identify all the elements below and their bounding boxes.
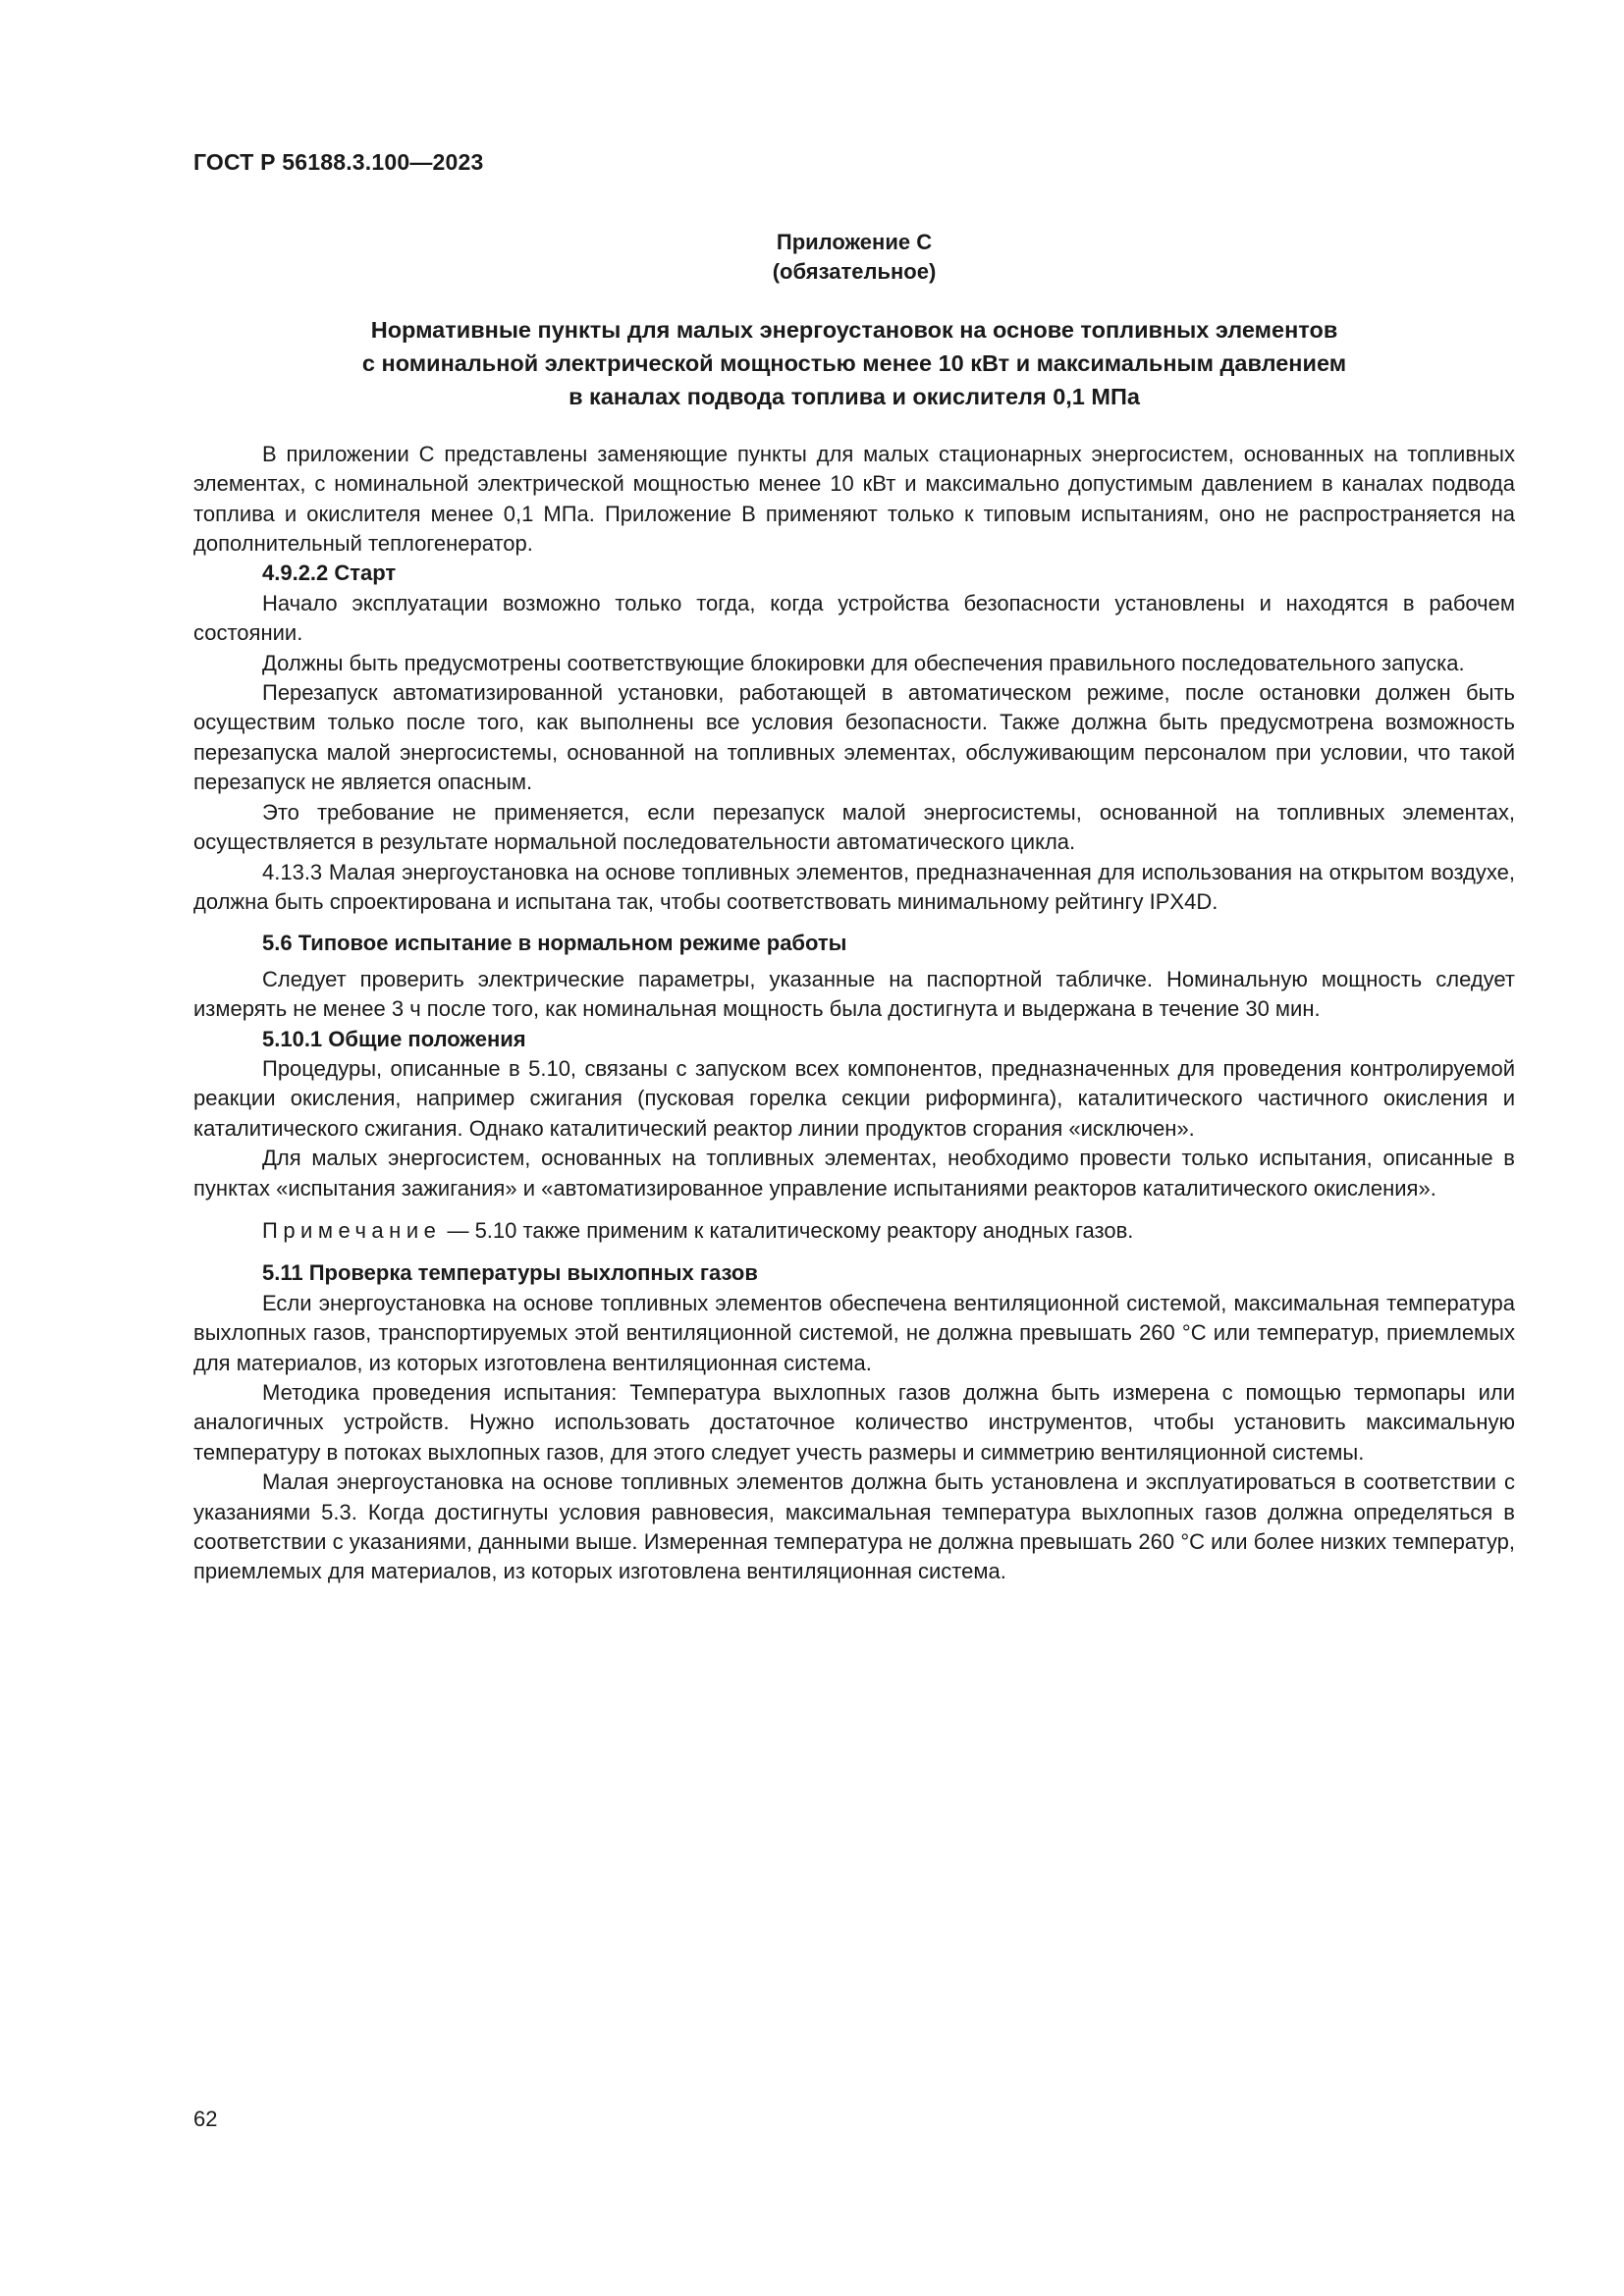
section-heading-4-9-2-2: 4.9.2.2 Старт: [262, 561, 397, 586]
paragraph: Перезапуск автоматизированной установки, работающей в автоматическом режиме, после остановки должен быть осуществим только после того, как выполнены все условия безопасности. Также должна быть предусмотрена возможность перезапуска малой энергосистемы, основанной на топливных элементах, обслуживающим персоналом при условии, что такой перезапуск не является опасным.: [193, 680, 1515, 795]
paragraph: Начало эксплуатации возможно только тогда, когда устройства безопасности установлены и находятся в рабочем состоянии.: [193, 590, 1515, 646]
paragraph: Следует проверить электрические параметры, указанные на паспортной табличке. Номинальную мощность следует измерять не менее 3 ч после того, как номинальная мощность была достигнута и выдержана в течение 30 мин.: [193, 966, 1515, 1022]
appendix-status: (обязательное): [772, 259, 937, 285]
paragraph: Должны быть предусмотрены соответствующие блокировки для обеспечения правильного последовательного запуска.: [262, 650, 1465, 675]
note-text: — 5.10 также применим к каталитическому реактору анодных газов.: [441, 1217, 1134, 1243]
note-label: Примечание: [262, 1217, 442, 1243]
note: [193, 1216, 1515, 1246]
paragraph: Процедуры, описанные в 5.10, связаны с запуском всех компонентов, предназначенных для проведения контролируемой реакции окисления, например сжигания (пусковая горелка секции риформинга), каталитического частичного окисления и каталитического сжигания. Однако каталитический реактор линии продуктов сгорания «исключен».: [193, 1055, 1515, 1141]
section-heading-5-11: 5.11 Проверка температуры выхлопных газов: [262, 1260, 758, 1286]
appendix-title-line: Нормативные пункты для малых энергоустановок на основе топливных элементов: [370, 316, 1338, 343]
clause-4-13-3: 4.13.3 Малая энергоустановка на основе топливных элементов, предназначенная для использования на открытом воздухе, должна быть спроектирована и испытана так, чтобы соответствовать минимальному рейтингу IPX4D.: [193, 859, 1515, 914]
appendix-label: Приложение C: [776, 230, 933, 254]
paragraph: Методика проведения испытания: Температура выхлопных газов должна быть измерена с помощью термопары или аналогичных устройств. Нужно использовать достаточное количество инструментов, чтобы установить максимальную температуру в потоках выхлопных газов, для этого следует учесть размеры и симметрию вентиляционной системы.: [193, 1380, 1515, 1465]
appendix-title-line: с номинальной электрической мощностью менее 10 кВт и максимальным давлением: [361, 349, 1347, 376]
document-content: [193, 228, 1515, 1587]
appendix-title-line: в каналах подвода топлива и окислителя 0,1 МПа: [568, 383, 1140, 409]
page-number: 62: [193, 2107, 218, 2131]
section-heading-5-10-1: 5.10.1 Общие положения: [262, 1026, 526, 1051]
paragraph: Для малых энергосистем, основанных на топливных элементах, необходимо провести только испытания, описанные в пунктах «испытания зажигания» и «автоматизированное управление испытаниями реакторов каталитического окисления».: [193, 1146, 1515, 1201]
document-code: ГОСТ Р 56188.3.100—2023: [193, 149, 484, 175]
intro-paragraph: В приложении С представлены заменяющие пункты для малых стационарных энергосистем, основанных на топливных элементах, с номинальной электрической мощностью менее 10 кВт и максимально допустимым давлением в каналах подвода топлива и окислителя менее 0,1 МПа. Приложение В применяют только к типовым испытаниям, оно не распространяется на дополнительный теплогенератор.: [193, 441, 1515, 557]
paragraph: Это требование не применяется, если перезапуск малой энергосистемы, основанной на топливных элементах, осуществляется в результате нормальной последовательности автоматического цикла.: [193, 799, 1515, 855]
paragraph: Если энергоустановка на основе топливных элементов обеспечена вентиляционной системой, максимальная температура выхлопных газов, транспортируемых этой вентиляционной системой, не должна превышать 260 °С или температур, приемлемых для материалов, из которых изготовлена вентиляционная система.: [193, 1290, 1515, 1375]
section-heading-5-6: 5.6 Типовое испытание в нормальном режиме работы: [262, 931, 847, 956]
appendix-title: [193, 313, 1515, 413]
paragraph: Малая энергоустановка на основе топливных элементов должна быть установлена и эксплуатироваться в соответствии с указаниями 5.3. Когда достигнуты условия равновесия, максимальная температура выхлопных газов должна определяться в соответствии с указаниями, данными выше. Измеренная температура не должна превышать 260 °С или более низких температур, приемлемых для материалов, из которых изготовлена вентиляционная система.: [193, 1469, 1515, 1584]
